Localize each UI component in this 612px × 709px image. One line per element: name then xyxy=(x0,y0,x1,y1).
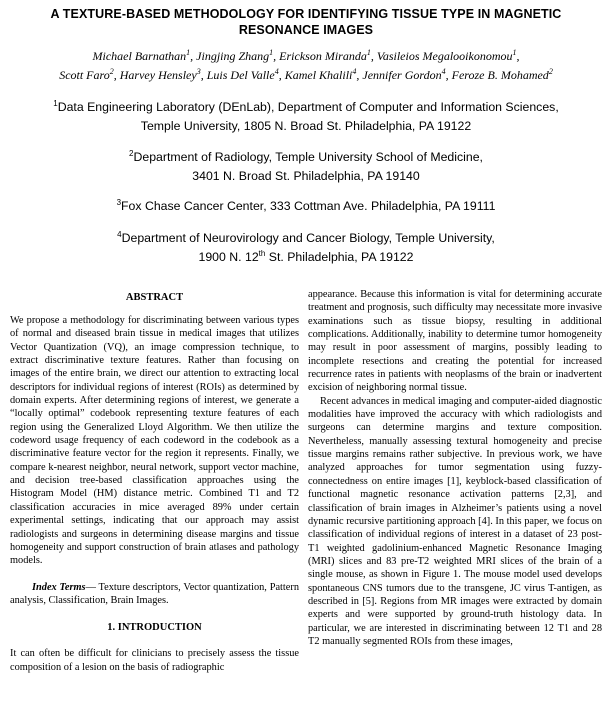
affil-line: Temple University, 1805 N. Broad St. Philadelphia, PA 19122 xyxy=(140,119,472,133)
author-affil-mark: 3 xyxy=(196,67,201,76)
ordinal-suffix: th xyxy=(258,248,266,258)
author-line-2: Scott Faro$^2$, Harvey Hensley$^3$, Luis Del Valle$^4$, Kamel Khalili$^4$, Jennifer Gordon$^4$, Feroze B. Mohamed$^2$ xyxy=(59,67,553,82)
author-affil-mark: 4 xyxy=(352,67,357,76)
author-name: Jennifer Gordon xyxy=(362,68,442,82)
author-name: Erickson Miranda xyxy=(279,49,367,63)
author-name: Luis Del Valle xyxy=(206,68,275,82)
author-name: Harvey Hensley xyxy=(119,68,197,82)
author-affil-mark: 1 xyxy=(512,48,517,57)
index-terms xyxy=(10,581,299,608)
author-name: Scott Faro xyxy=(59,68,110,82)
author-affil-mark: 4 xyxy=(441,67,446,76)
affil-line: 3401 N. Broad St. Philadelphia, PA 19140 xyxy=(192,169,420,183)
affil-mark: 2 xyxy=(129,148,134,158)
title-line-2: RESONANCE IMAGES xyxy=(238,23,374,37)
introduction-paragraph-1: appearance. Because this information is vital for determining accurate treatment and prognosis, such difficulty may necessitate more invasive examinations such as tissue biopsy, resulting in additional complications. Additionally, inability to determine tumor homogeneity may result in poor assessment of margins, possibly leading to incomplete resections and creating the potential for increased recurrence rates in patients with neoplasms of the brain or inadvertent excision of neighboring normal tissue. xyxy=(308,289,602,394)
affil-mark: 3 xyxy=(116,197,122,207)
author-affil-mark: 1 xyxy=(269,48,274,57)
index-terms-text: Texture descriptors, Vector quantization, Pattern analysis, Classification, Brain Images. xyxy=(10,581,299,606)
affiliation-2 xyxy=(0,148,612,186)
author-name: Jingjing Zhang xyxy=(196,49,270,63)
introduction-paragraph-2: Recent advances in medical imaging and computer-aided diagnostic modalities have improved the accuracy with which radiologists and surgeons can determine margins and texture composition. Nevertheless, manually assessing textural homogeneity and precise tissue margins remains rather subjective. In previous work, we have analyzed approaches for tumor segmentation using fuzzy-connectedness on entire images [1], keyblock-based classification of functional magnetic resonance activation patterns [2,3], and classification of brain images in Alzheimer’s patients using a novel dynamic recursive partitioning approach [4]. In this paper, we focus on classification of individual regions of interest in a dataset of 23 post-T1 weighted gadolinium-enhanced Magnetic Resonance Imaging (MRI) slices and 83 pre-T2 weighted MRI slices of the brain of a single mouse, as shown in Figure 1. The mouse model used develops spontaneous CNS tumors due to the transgene, JC virus T-antigen, as described in [5]. Regions from MR images were extracted by domain experts and were supported by ground-truth histology data. In particular, we are interested in discriminating between 12 T1 and 28 T2 manually segmented ROIs from these images, xyxy=(308,395,602,647)
affil-line: Department of Neurovirology and Cancer Biology, Temple University, xyxy=(121,231,495,245)
index-terms-separator: — xyxy=(85,581,96,593)
author-affil-mark: 1 xyxy=(186,48,191,57)
affiliation-1 xyxy=(0,98,612,136)
affiliation-3 xyxy=(0,197,612,216)
affil-line: Data Engineering Laboratory (DEnLab), Department of Computer and Information Sciences, xyxy=(57,100,559,114)
author-affil-mark: 4 xyxy=(274,67,279,76)
author-name: Feroze B. Mohamed xyxy=(451,68,549,82)
author-name: Michael Barnathan xyxy=(92,49,187,63)
title-line-1: A TEXTURE-BASED METHODOLOGY FOR IDENTIFYING TISSUE TYPE IN MAGNETIC xyxy=(50,7,562,21)
abstract-heading: ABSTRACT xyxy=(125,292,184,303)
author-affil-mark: 2 xyxy=(109,67,114,76)
author-line-1: Michael Barnathan$^1$, Jingjing Zhang$^1$, Erickson Miranda$^1$, Vasileios Megalooikonomou$^1$, xyxy=(92,48,520,63)
affil-line: St. Philadelphia, PA 19122 xyxy=(265,250,414,264)
author-name: Vasileios Megalooikonomou xyxy=(376,49,513,63)
affil-line: Department of Radiology, Temple University School of Medicine, xyxy=(133,150,483,164)
affiliation-4 xyxy=(0,229,612,267)
author-name: Kamel Khalili xyxy=(284,68,353,82)
paper-title xyxy=(10,6,602,38)
affil-line: 1900 N. 12 xyxy=(198,250,259,264)
author-affil-mark: 2 xyxy=(548,67,553,76)
author-list xyxy=(0,47,612,85)
affil-line: Fox Chase Cancer Center, 333 Cottman Ave. Philadelphia, PA 19111 xyxy=(121,199,496,213)
affil-mark: 1 xyxy=(53,98,58,108)
affil-mark: 4 xyxy=(117,229,122,239)
introduction-heading: 1. INTRODUCTION xyxy=(107,622,202,634)
left-column xyxy=(10,288,299,674)
introduction-text-left: It can often be difficult for clinicians to precisely assess the tissue composition of a lesion on the basis of radiographic xyxy=(10,648,299,673)
right-column xyxy=(308,288,602,648)
abstract-text: We propose a methodology for discriminating between various types of normal and diseased brain tissue in medical images that utilizes Vector Quantization (VQ), an image compression technique, to extract discriminative texture features. Rather than focusing on images of the entire brain, we direct our attention to extracting local descriptors for individual regions of interest (ROIs) as determined by domain experts. After determining regions of interest, we generate a “locally optimal” codebook representing texture features of each region using the Generalized Lloyd Algorithm. We then utilize the codeword usage frequency of each codeword in the codebook as a discriminative feature vector for the region it represents. Finally, we compare k-nearest neighbor, neural network, support vector machine, and decision tree-based classification approaches using the Histogram Model (HM) distance metric. Combined T1 and T2 classification accuracies in mice averaged 89% under certain experimental settings, indicating that our approach may assist radiologists and surgeons in determining disease margins and tissue homogeneity and support construction of brain atlases and pathology models. xyxy=(10,315,299,567)
author-affil-mark: 1 xyxy=(366,48,371,57)
index-terms-label: Index Terms xyxy=(32,581,86,593)
